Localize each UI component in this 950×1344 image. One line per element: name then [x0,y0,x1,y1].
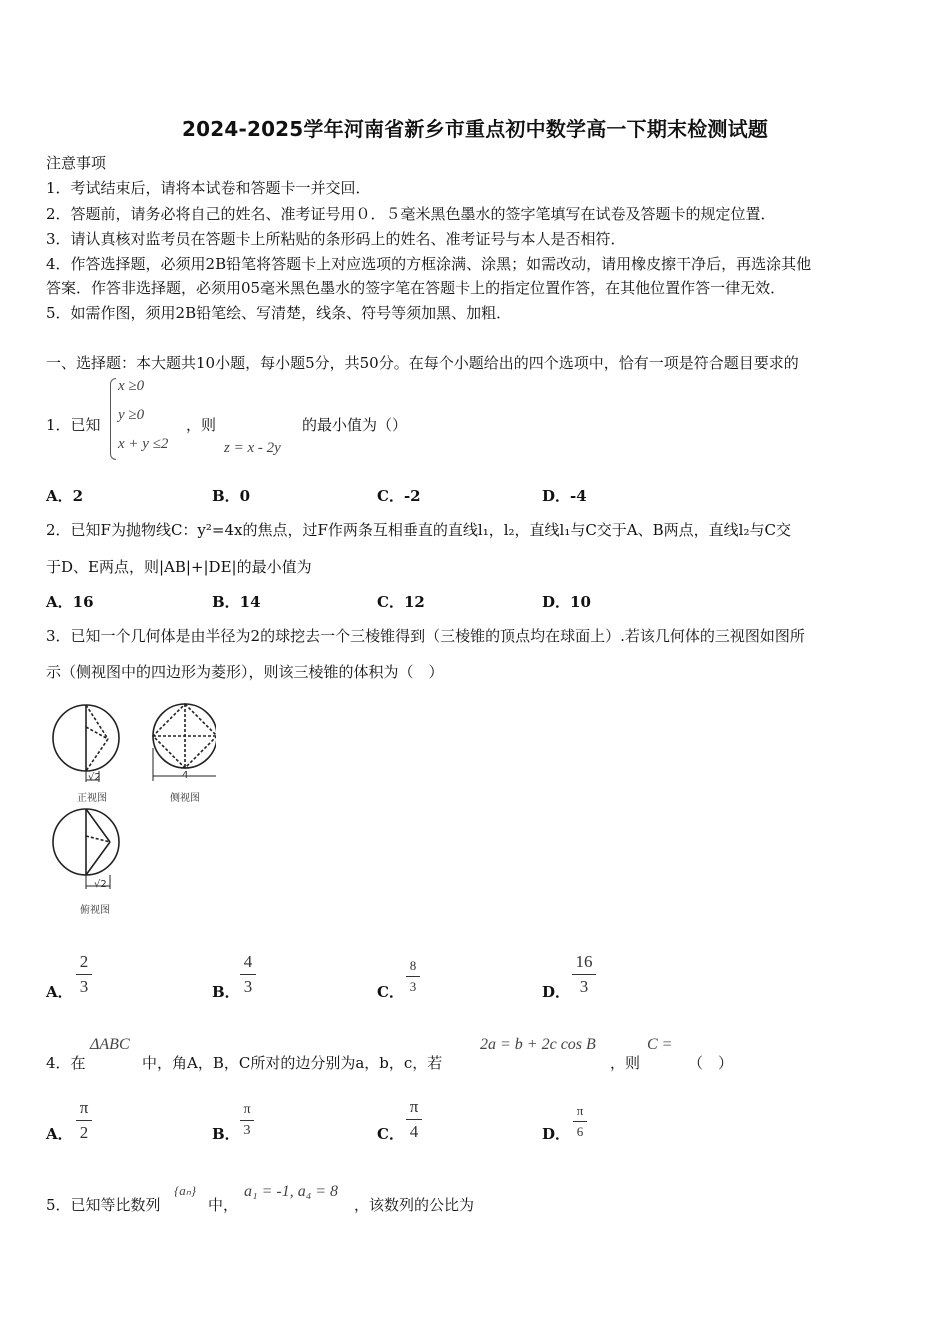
denominator: 2 [79,1123,89,1142]
fraction-bar [76,1120,92,1121]
q2-option-c[interactable]: C．12 [377,593,425,611]
q4-option-a-fraction[interactable] [76,1098,92,1143]
q2-option-d[interactable]: D．10 [542,593,591,611]
q3-option-a-fraction[interactable] [76,952,92,997]
denominator: 3 [79,977,89,996]
front-view-caption: 正视图 [77,793,107,804]
notice-heading: 注意事项 [46,154,107,172]
q4-prefix: 4．在 [46,1054,86,1072]
q2-line2: 于D、E两点，则|AB|+|DE|的最小值为 [46,558,312,576]
denominator: 4 [409,1122,419,1141]
numerator: π [409,1097,419,1116]
q3-option-d-letter[interactable]: D． [542,983,571,1001]
q3-option-c-fraction[interactable] [406,958,420,995]
q1-prefix: 1．已知 [46,416,101,434]
fraction-bar [76,974,92,975]
denominator: 3 [409,979,417,994]
q3-option-c-letter[interactable]: C． [377,983,404,1001]
q5-condition: a₁ = -1, a₄ = 8 [244,1183,339,1200]
denominator: 3 [243,977,253,996]
q3-option-a-letter[interactable]: A． [46,983,73,1001]
q1-suffix: 的最小值为（） [302,416,408,434]
notice-item: 3．请认真核对监考员在答题卡上所粘贴的条形码上的姓名、准考证号与本人是否相符． [46,230,626,248]
side-view-width: 4 [182,770,189,781]
q4-mid: 中，角A，B，C所对的边分别为a，b，c，若 [142,1054,443,1072]
q2-line1: 2．已知F为抛物线C：y²=4x的焦点，过F作两条互相垂直的直线l₁，l₂，直线l₁与C交于A、B两点，直线l₂与C交 [46,521,791,539]
notice-item: 4．作答选择题，必须用2B铅笔将答题卡上对应选项的方框涂满、涂黑；如需改动，请用橡皮擦干净后，再选涂其他 [46,255,812,273]
notice-item: 答案．作答非选择题，必须用05毫米黑色墨水的签字笔在答题卡上的指定位置作答，在其他位置作答一律无效． [46,279,786,297]
fraction-bar [406,1119,422,1120]
side-view-caption: 侧视图 [170,793,200,804]
q1-constraint: x ≥0 [118,378,145,394]
q1-option-a[interactable]: A．2 [46,487,84,505]
q3-option-d-fraction[interactable] [572,952,596,997]
notice-item: 2．答题前，请务必将自己的姓名、准考证号用０．５毫米黑色墨水的签字笔填写在试卷及答题卡的规定位置． [46,205,776,223]
q3-line1: 3．已知一个几何体是由半径为2的球挖去一个三棱锥得到（三棱锥的顶点均在球面上）.若该几何体的三视图如图所 [46,627,805,645]
q4-triangle: ΔABC [90,1036,130,1053]
fraction-bar [240,974,256,975]
q4-equation: 2a = b + 2c cos B [480,1036,596,1053]
top-view-caption: 俯视图 [80,905,110,916]
fraction-bar [406,976,420,977]
q3-line2: 示（侧视图中的四边形为菱形），则该三棱锥的体积为（ ） [46,663,444,681]
numerator: 16 [575,952,593,971]
denominator: 3 [243,1123,251,1138]
section-heading: 一、选择题：本大题共10小题，每小题5分，共50分。在每个小题给出的四个选项中，恰有一项是符合题目要求的 [46,354,799,372]
numerator: π [576,1103,584,1118]
numerator: 2 [79,952,89,971]
q2-option-a[interactable]: A．16 [46,593,94,611]
top-view-sqrt2: √2 [94,879,107,890]
q4-c-equals: C = [647,1036,673,1053]
numerator: 4 [243,952,253,971]
q1-constraint: y ≥0 [118,407,145,423]
numerator: π [243,1102,251,1117]
q4-option-d-fraction[interactable] [573,1103,587,1140]
q5-mid: 中， [208,1196,239,1214]
fraction-bar [240,1120,254,1121]
fraction-bar [573,1121,587,1122]
constraint-brace [110,378,116,460]
three-view-figure [46,696,216,916]
notice-item: 1．考试结束后，请将本试卷和答题卡一并交回． [46,179,371,197]
q5-sequence: {aₙ} [174,1183,197,1198]
q4-option-d-letter[interactable]: D． [542,1125,571,1143]
front-view [53,705,119,782]
front-view-sqrt2: √2 [88,772,101,783]
q1-option-d[interactable]: D．-4 [542,487,587,505]
q1-constraint: x + y ≤2 [118,436,169,452]
q4-option-c-letter[interactable]: C． [377,1125,404,1143]
top-view [53,809,119,889]
q4-option-b-letter[interactable]: B． [212,1125,240,1143]
q1-option-c[interactable]: C．-2 [377,487,421,505]
q4-option-c-fraction[interactable] [406,1097,422,1142]
fraction-bar [572,974,596,975]
notice-item: 5．如需作图，须用2B铅笔绘、写清楚，线条、符号等须加黑、加粗． [46,304,512,322]
q3-option-b-fraction[interactable] [240,952,256,997]
q1-mid: ，则 [186,416,217,434]
q4-mid2: ，则 [610,1054,641,1072]
q1-expr: z = x - 2y [224,440,281,456]
numerator: π [79,1098,89,1117]
page-title: 2024-2025学年河南省新乡市重点初中数学高一下期末检测试题 [181,117,769,141]
q1-option-b[interactable]: B．0 [212,487,251,505]
q4-option-a-letter[interactable]: A． [46,1125,73,1143]
q2-option-b[interactable]: B．14 [212,593,261,611]
numerator: 8 [409,958,417,973]
q3-option-b-letter[interactable]: B． [212,983,240,1001]
q4-option-b-fraction[interactable] [240,1102,254,1139]
denominator: 3 [579,977,589,996]
denominator: 6 [576,1124,584,1139]
q5-suffix: ，该数列的公比为 [354,1196,475,1214]
q4-suffix: （ ） [688,1054,734,1072]
q5-prefix: 5．已知等比数列 [46,1196,161,1214]
